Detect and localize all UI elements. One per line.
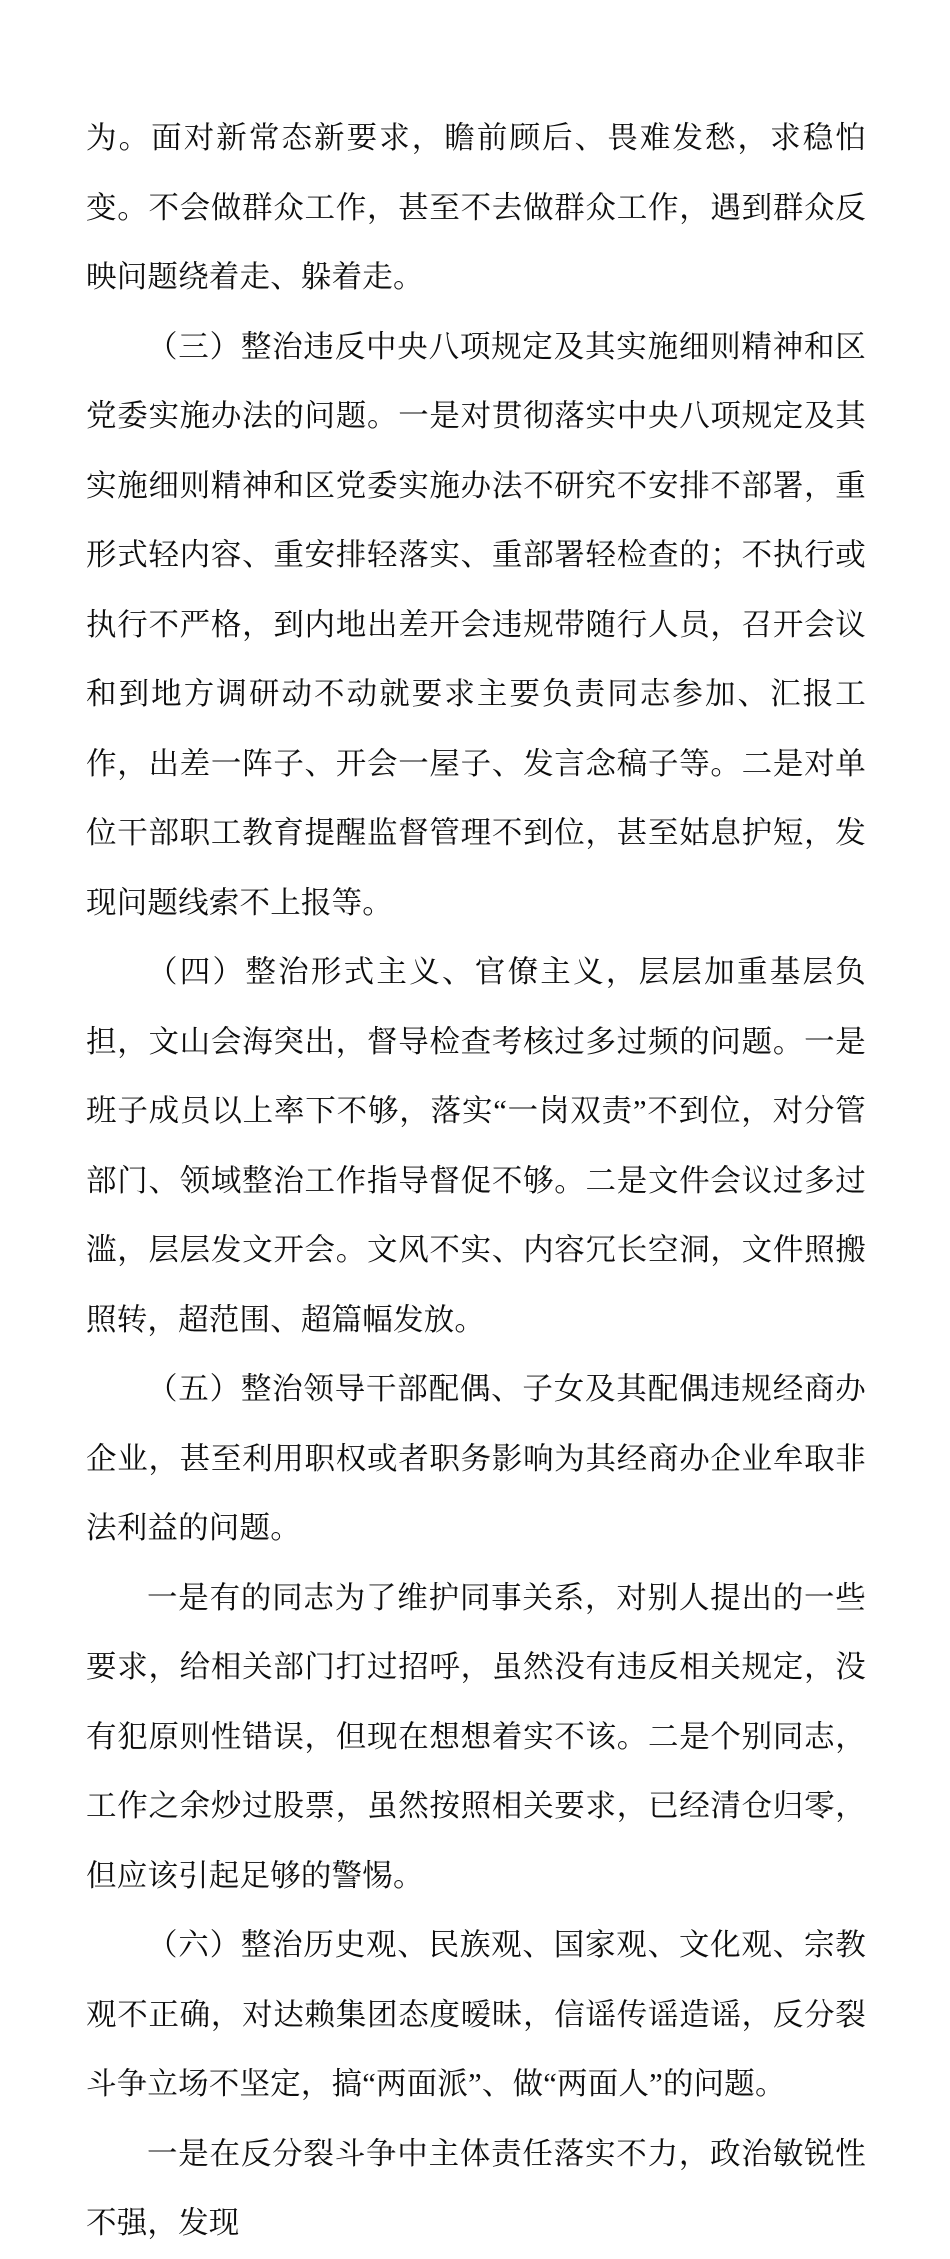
document-text-body [86, 104, 866, 2259]
paragraph-section-five: （五）整治领导干部配偶、子女及其配偶违规经商办企业，甚至利用职权或者职务影响为其经商办企业牟取非法利益的问题。 [86, 1372, 866, 1545]
paragraph-section-three: （三）整治违反中央八项规定及其实施细则精神和区党委实施办法的问题。一是对贯彻落实中央八项规定及其实施细则精神和区党委实施办法不研究不安排不部署，重形式轻内容、重安排轻落实、重部署轻检查的；不执行或执行不严格，到内地出差开会违规带随行人员，召开会议和到地方调研动不动就要求主要负责同志参加、汇报工作，出差一阵子、开会一屋子、发言念稿子等。二是对单位干部职工教育提醒监督管理不到位，甚至姑息护短，发现问题线索不上报等。 [86, 329, 866, 920]
paragraph-section-four: （四）整治形式主义、官僚主义，层层加重基层负担，文山会海突出，督导检查考核过多过频的问题。一是班子成员以上率下不够，落实“一岗双责”不到位，对分管部门、领域整治工作指导督促不够。二是文件会议过多过滥，层层发文开会。文风不实、内容冗长空洞，文件照搬照转，超范围、超篇幅发放。 [86, 955, 866, 1337]
paragraph-section-six-detail: 一是在反分裂斗争中主体责任落实不力，政治敏锐性不强，发现 [86, 2136, 866, 2240]
paragraph-section-five-detail: 一是有的同志为了维护同事关系，对别人提出的一些要求，给相关部门打过招呼，虽然没有违反相关规定，没有犯原则性错误，但现在想想着实不该。二是个别同志，工作之余炒过股票，虽然按照相关要求，已经清仓归零，但应该引起足够的警惕。 [86, 1580, 866, 1893]
paragraph-continuation-weiwei: 为。面对新常态新要求，瞻前顾后、畏难发愁，求稳怕变。不会做群众工作，甚至不去做群众工作，遇到群众反映问题绕着走、躲着走。 [86, 121, 866, 294]
paragraph-section-six: （六）整治历史观、民族观、国家观、文化观、宗教观不正确，对达赖集团态度暧昧，信谣传谣造谣，反分裂斗争立场不坚定，搞“两面派”、做“两面人”的问题。 [86, 1928, 866, 2101]
